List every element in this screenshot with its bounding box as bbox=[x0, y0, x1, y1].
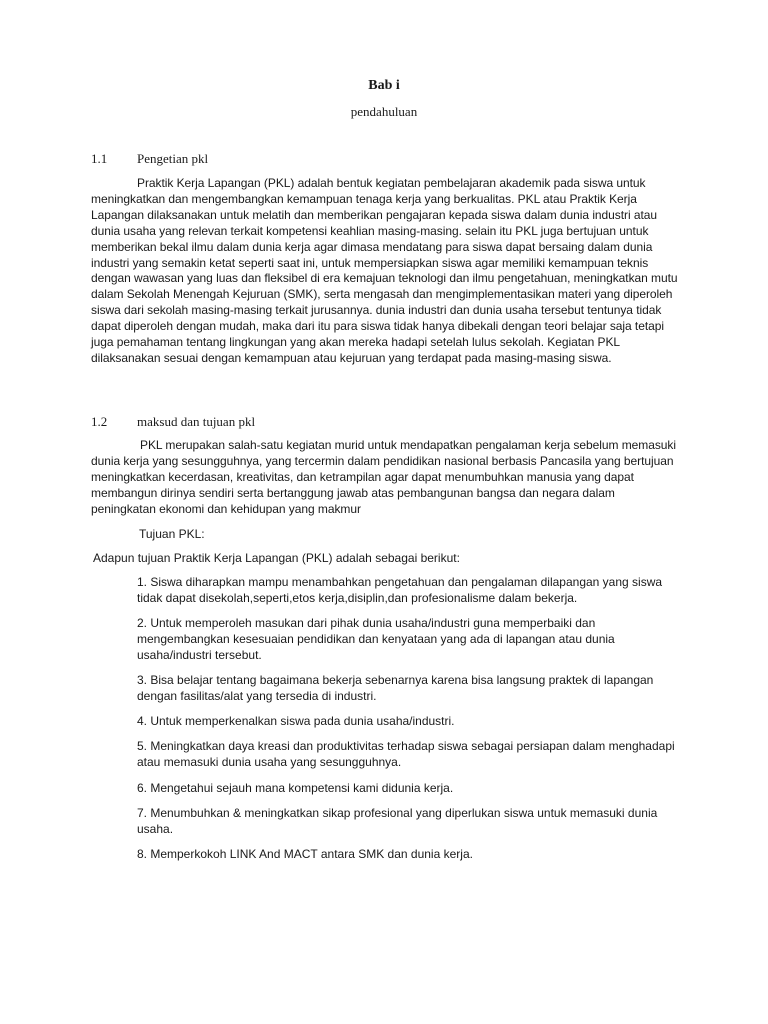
section-heading-1-1 bbox=[91, 151, 208, 167]
section-1-1-paragraph: Praktik Kerja Lapangan (PKL) adalah bentuk kegiatan pembelajaran akademik pada siswa untuk meningkatkan dan mengembangkan kemampuan tenaga kerja yang berkualitas. PKL atau Praktik Kerja Lapangan dilaksanakan untuk melatih dan memberikan pengajaran kepada siswa dalam dunia industri atau dunia usaha yang relevan terkait kompetensi keahlian masing-masing. selain itu PKL juga bertujuan untuk memberikan bekal ilmu dalam dunia kerja agar dimasa mendatang para siswa dapat bersaing dalam dunia industri yang semakin ketat seperti saat ini, untuk mempersiapkan siswa agar memiliki kemampuan teknis dengan wawasan yang luas dan fleksibel di era kemajuan teknologi dan ilmu pengetahuan, meningkatkan mutu dalam Sekolah Menengah Kejuruan (SMK), serta mengasah dan mengimplementasikan materi yang diperoleh siswa dari sekolah masing-masing terkait jurusannya. dunia industri dan dunia usaha tersebut tentunya tidak dapat diperoleh dengan mudah, maka dari itu para siswa tidak hanya dibekali dengan teori belajar saja tetapi juga pemahaman tentang lingkungan yang akan mereka hadapi setelah lulus sekolah. Kegiatan PKL dilaksanakan sesuai dengan kemampuan atau kejuruan yang terdapat pada masing-masing siswa. bbox=[91, 176, 678, 365]
section-title: maksud dan tujuan pkl bbox=[137, 414, 256, 429]
section-number: 1.2 bbox=[91, 414, 108, 429]
list-item: 7. Menumbuhkan & meningkatkan sikap profesional yang diperlukan siswa untuk memasuki dunia usaha. bbox=[137, 805, 658, 836]
section-1-2-paragraph: PKL merupakan salah-satu kegiatan murid untuk mendapatkan pengalaman kerja sebelum memasuki dunia kerja yang sesungguhnya, yang tercermin dalam pendidikan nasional berbasis Pancasila yang bertujuan meningkatkan kecerdasan, kreativitas, dan ketrampilan agar dapat menumbuhkan manusia yang dapat membangun dirinya sendiri serta bertanggung jawab atas pembangunan bangsa dan negara dalam peningkatan ekonomi dan kehidupan yang makmur bbox=[91, 438, 676, 516]
tujuan-intro: Adapun tujuan Praktik Kerja Lapangan (PKL) adalah sebagai berikut: bbox=[93, 551, 460, 565]
section-heading-1-2 bbox=[91, 414, 255, 430]
list-item: 5. Meningkatkan daya kreasi dan produktivitas terhadap siswa sebagai persiapan dalam menghadapi atau memasuki dunia usaha yang sesungguhnya. bbox=[137, 739, 675, 770]
chapter-title: Bab i bbox=[368, 78, 400, 93]
section-number: 1.1 bbox=[91, 151, 108, 166]
list-item: 4. Untuk memperkenalkan siswa pada dunia usaha/industri. bbox=[137, 714, 455, 729]
list-item: 2. Untuk memperoleh masukan dari pihak dunia usaha/industri guna memperbaiki dan mengembangkan kesesuaian pendidikan dan kenyataan yang ada di lapangan atau dunia usaha/industri tersebut. bbox=[137, 616, 615, 662]
tujuan-list bbox=[137, 575, 682, 872]
list-item: 6. Mengetahui sejauh mana kompetensi kami didunia kerja. bbox=[137, 780, 454, 795]
chapter-subtitle: pendahuluan bbox=[350, 104, 418, 119]
list-item: 3. Bisa belajar tentang bagaimana bekerja sebenarnya karena bisa langsung praktek di lapangan dengan fasilitas/alat yang tersedia di industri. bbox=[137, 673, 654, 704]
tujuan-label: Tujuan PKL: bbox=[139, 527, 205, 541]
list-item: 8. Memperkokoh LINK And MACT antara SMK dan dunia kerja. bbox=[137, 846, 473, 861]
list-item: 1. Siswa diharapkan mampu menambahkan pengetahuan dan pengalaman dilapangan yang siswa tidak dapat disekolah,seperti,etos kerja,disiplin,dan profesionalisme dalam bekerja. bbox=[137, 575, 663, 605]
section-title: Pengetian pkl bbox=[137, 151, 209, 166]
